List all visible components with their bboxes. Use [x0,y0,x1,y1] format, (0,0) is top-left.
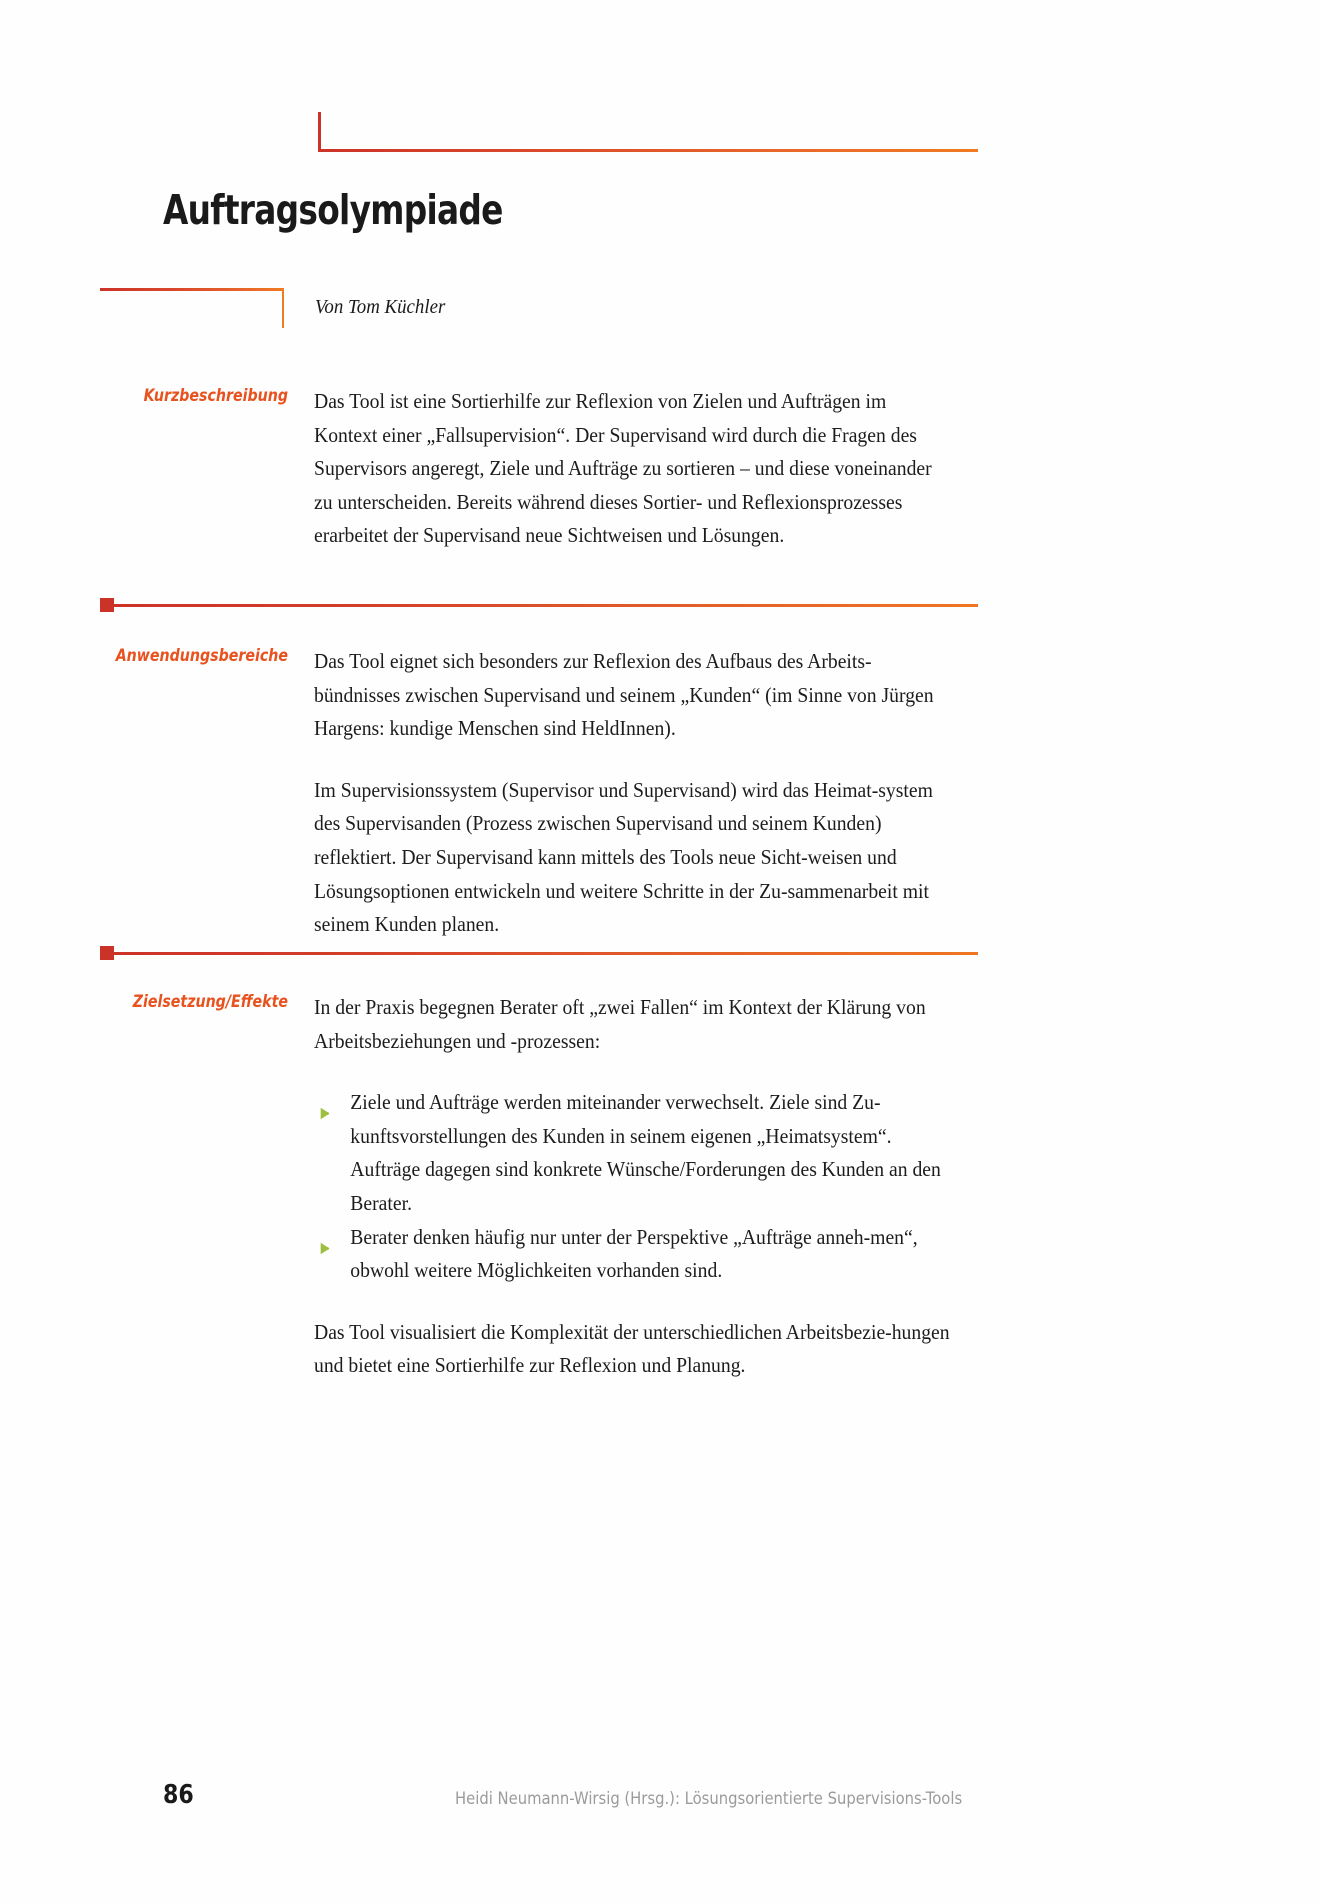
running-head: Heidi Neumann-Wirsig (Hrsg.): Lösungsorientierte Supervisions-Tools [455,1789,963,1809]
header-rule-stem [318,112,321,150]
divider-bar [108,604,978,607]
list-item-text: Ziele und Aufträge werden miteinander verwechselt. Ziele sind Zu-kunftsvorstellungen des Kunden in seinem eigenen „Heimatsystem“. Aufträge dagegen sind konkrete Wünsche/Forderungen des Kunden an den Berater. [350,1092,941,1215]
page-number: 86 [163,1780,194,1810]
header-rule-bar [318,149,978,152]
byline: Von Tom Küchler [315,296,446,318]
list-item [314,1087,952,1221]
section-body-anwendungsbereiche [314,646,982,943]
paragraph: Das Tool visualisiert die Komplexität der unterschiedlichen Arbeitsbezie-hungen und bietet eine Sortierhilfe zur Reflexion und Planung. [314,1321,950,1378]
byline-rule [100,288,284,330]
list-item [314,1222,952,1289]
page-title: Auftragsolympiade [163,186,503,234]
section-body-kurzbeschreibung [314,386,982,554]
byline-rule-stem [282,288,284,328]
section-label-kurzbeschreibung: Kurzbeschreibung [143,386,288,405]
section-divider-1 [100,598,978,612]
byline-rule-bar [100,288,284,291]
section-label-zielsetzung-effekte: Zielsetzung/Effekte [132,992,288,1011]
section-label-anwendungsbereiche: Anwendungsbereiche [115,646,288,665]
paragraph: Im Supervisionssystem (Supervisor und Supervisand) wird das Heimat-system des Supervisanden (Prozess zwischen Supervisand und seinem Kunden) reflektiert. Der Supervisand kann mittels des Tools neue Sicht-weisen und Lösungsoptionen entwickeln und weitere Schritte in der Zu-sammenarbeit mit seinem Kunden planen. [314,779,933,937]
paragraph: Das Tool eignet sich besonders zur Reflexion des Aufbaus des Arbeits-bündnisses zwischen Supervisand und seinem „Kunden“ (im Sinne von Jürgen Hargens: kundige Menschen sind HeldInnen). [314,651,934,741]
section-body-zielsetzung-effekte [314,992,982,1384]
divider-bar [108,952,978,955]
paragraph: Das Tool ist eine Sortierhilfe zur Reflexion von Zielen und Aufträgen im Kontext einer „Fallsupervision“. Der Supervisand wird durch die Fragen des Supervisors angeregt, Ziele und Aufträge zu sortieren – und diese voneinander zu unterscheiden. Bereits während dieses Sortier- und Reflexionsprozesses erarbeitet der Supervisand neue Sichtweisen und Lösungen. [314,391,932,548]
section-divider-2 [100,946,978,960]
arrow-bullet-icon [320,1233,332,1246]
arrow-bullet-icon [320,1098,332,1111]
paragraph: In der Praxis begegnen Berater oft „zwei Fallen“ im Kontext der Klärung von Arbeitsbeziehungen und -prozessen: [314,997,926,1053]
list-item-text: Berater denken häufig nur unter der Perspektive „Aufträge anneh-men“, obwohl weitere Möglichkeiten vorhanden sind. [350,1226,918,1283]
header-rule [318,112,978,152]
bullet-list [314,1087,982,1289]
